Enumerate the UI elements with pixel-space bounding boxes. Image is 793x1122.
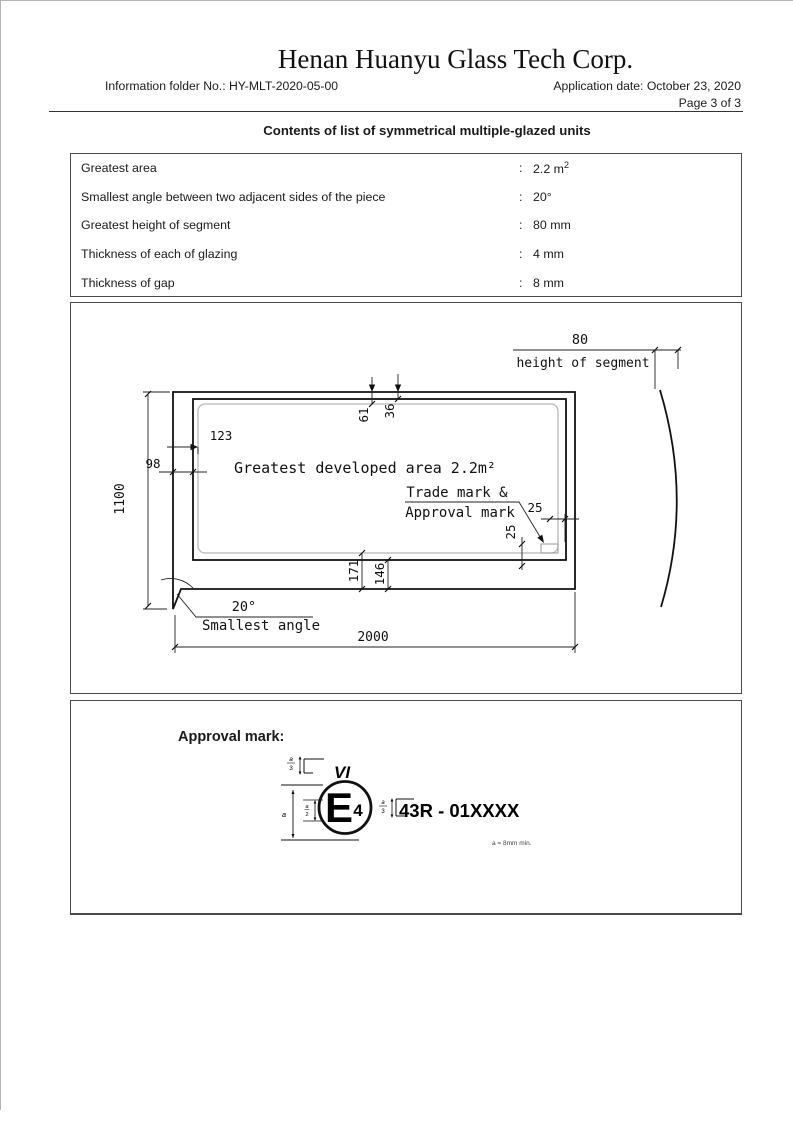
angle-label: Smallest angle (202, 618, 321, 634)
spec-value-text: 2.2 m (533, 162, 564, 177)
segment-height-value: 80 (571, 332, 589, 348)
spec-row-height-of-segment (71, 211, 741, 240)
dim-a-arrow-down (291, 834, 294, 838)
dim-171-value: 171 (346, 559, 361, 583)
spec-colon: : (519, 275, 523, 290)
trademark-note-line2: Approval mark (405, 505, 515, 521)
spec-colon: : (519, 247, 523, 262)
dim-a-arrow-up (291, 790, 294, 794)
angle-value: 20° (231, 599, 257, 615)
e-mark-number: 4 (353, 801, 363, 820)
frac-a3-right-denominator: 3 (381, 809, 385, 815)
dim-25-right-line (541, 514, 579, 542)
gauge-a2-arrow-up (314, 800, 317, 804)
spec-label: Smallest angle between two adjacent sides of the piece (81, 189, 386, 204)
gauge-bracket-top (304, 759, 324, 773)
frac-a3-top-numerator: a (289, 756, 293, 763)
spec-label: Greatest area (81, 161, 157, 176)
page-top-edge (0, 0, 793, 1)
dim-123-value: 123 (209, 428, 233, 443)
dim-2000-value: 2000 (357, 630, 389, 645)
company-title: Henan Huanyu Glass Tech Corp. (277, 44, 634, 74)
frac-a3-top-arrow-down (299, 772, 302, 776)
spec-value (533, 218, 741, 232)
frac-a3-top-arrow-up (299, 756, 302, 760)
spec-table (70, 153, 742, 297)
spec-value-text: 20° (533, 189, 552, 204)
dim-98-value: 98 (145, 456, 161, 471)
page-number: Page 3 of 3 (678, 96, 741, 110)
spec-label: Thickness of gap (81, 275, 175, 290)
dim-1100-value: 1100 (113, 483, 128, 515)
gauge-a2-arrow-down (314, 818, 317, 822)
dim-a-label: a (281, 810, 287, 819)
page-left-edge (0, 0, 1, 1110)
frac-a2-numerator: a (305, 804, 309, 810)
dim-123-arrow (191, 444, 199, 450)
area-note: Greatest developed area 2.2m² (234, 459, 496, 477)
header-divider (49, 111, 743, 112)
size-note: a = 8mm min. (492, 840, 532, 847)
spec-value (533, 247, 741, 261)
technical-drawing (71, 303, 741, 693)
spec-row-glazing-thickness (71, 240, 741, 269)
dim-1100-line (143, 392, 170, 609)
approval-heading: Approval mark: (178, 729, 285, 745)
dim-61-value: 61 (356, 407, 371, 423)
dim-61-arrow (369, 385, 375, 393)
dim-25-bottom-value: 25 (503, 524, 518, 540)
angle-arc (161, 578, 193, 588)
spec-row-smallest-angle (71, 183, 741, 212)
spec-row-greatest-area (71, 154, 741, 183)
information-folder-number: Information folder No.: HY-MLT-2020-05-00 (105, 79, 339, 93)
spec-value-text: 8 mm (533, 275, 564, 290)
segment-height-label: height of segment (516, 356, 650, 371)
spec-value (533, 276, 741, 290)
spec-colon: : (519, 189, 523, 204)
e-mark-letter: E (324, 784, 354, 831)
dim-36-arrow (395, 385, 401, 393)
spec-value-sup: 2 (564, 160, 570, 171)
frac-a3-top-denominator: 3 (289, 765, 293, 772)
dim-36-value: 36 (382, 403, 397, 419)
frac-a3-right-arrow-down (391, 815, 394, 819)
application-date: Application date: October 23, 2020 (553, 79, 741, 93)
roman-numeral: VI (334, 763, 351, 782)
spec-colon: : (519, 218, 523, 233)
dim-25-right-value: 25 (527, 500, 543, 515)
spec-value-text: 80 mm (533, 218, 571, 233)
dim-146-value: 146 (372, 562, 387, 586)
spec-label: Greatest height of segment (81, 218, 231, 233)
spec-label: Thickness of each of glazing (81, 247, 238, 262)
regulation-code: 43R - 01XXXX (399, 800, 520, 821)
spec-value (533, 160, 741, 176)
frac-a2-denominator: 2 (305, 812, 309, 818)
approval-mark-diagram (270, 748, 550, 858)
spec-colon: : (519, 161, 523, 176)
section-heading: Contents of list of symmetrical multiple-glazed units (263, 123, 591, 138)
trademark-leader-arrow (537, 535, 544, 543)
spec-value (533, 190, 741, 204)
frac-a3-right-numerator: a (381, 800, 385, 806)
spec-value-text: 4 mm (533, 247, 564, 262)
trademark-note-line1: Trade mark & (406, 485, 508, 501)
segment-arc (660, 390, 677, 607)
spec-row-gap-thickness (71, 268, 741, 297)
frac-a3-right-arrow-up (391, 798, 394, 802)
